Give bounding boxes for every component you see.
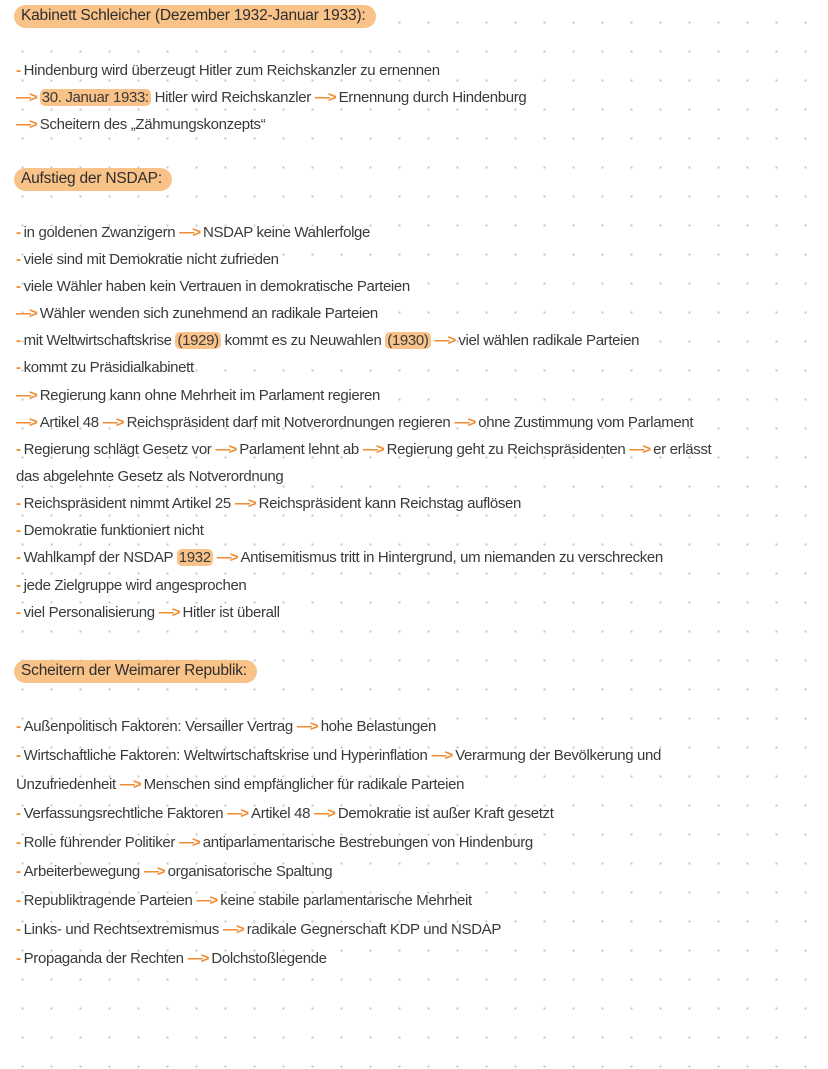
note-line: - Regierung schlägt Gesetz vor—> Parlament lehnt ab—> Regierung geht zu Reichspräsidenten—> er erlässt	[16, 440, 711, 460]
heading-kabinett-schleicher: Kabinett Schleicher (Dezember 1932-Januar 1933):	[14, 5, 376, 28]
arrow-icon	[16, 387, 36, 404]
note-line: - viele sind mit Demokratie nicht zufrieden	[16, 251, 279, 268]
arrow-icon	[217, 549, 237, 566]
arrow-icon	[16, 414, 36, 431]
note-line: Unzufriedenheit—> Menschen sind empfänglicher für radikale Parteien	[16, 775, 464, 795]
arrow-icon	[629, 441, 649, 458]
arrow-icon	[235, 495, 255, 512]
arrow-icon	[103, 414, 123, 431]
note-line: - viel Personalisierung—> Hitler ist überall	[16, 603, 280, 623]
arrow-icon	[431, 747, 451, 764]
arrow-icon	[16, 89, 36, 106]
note-line: - Verfassungsrechtliche Faktoren—> Artikel 48—> Demokratie ist außer Kraft gesetzt	[16, 804, 554, 824]
note-line: - Republiktragende Parteien—> keine stabile parlamentarische Mehrheit	[16, 891, 472, 911]
note-line: - Außenpolitisch Faktoren: Versailler Vertrag—> hohe Belastungen	[16, 717, 436, 737]
note-line: - Wirtschaftliche Faktoren: Weltwirtschaftskrise und Hyperinflation—> Verarmung der Bevölkerung und	[16, 746, 661, 766]
note-line: —> Artikel 48—> Reichspräsident darf mit Notverordnungen regieren—> ohne Zustimmung vom Parlament	[16, 413, 693, 433]
note-line: - jede Zielgruppe wird angesprochen	[16, 577, 247, 594]
note-line: —> Wähler wenden sich zunehmend an radikale Parteien	[16, 304, 378, 324]
date-highlight: 30. Januar 1933:	[41, 89, 149, 106]
arrow-icon	[120, 776, 140, 793]
note-line: - Wahlkampf der NSDAP 1932—> Antisemitismus tritt in Hintergrund, um niemanden zu verschrecken	[16, 548, 663, 568]
note-line: —> Regierung kann ohne Mehrheit im Parlament regieren	[16, 386, 380, 406]
note-line: - Links- und Rechtsextremismus—> radikale Gegnerschaft KDP und NSDAP	[16, 920, 501, 940]
arrow-icon	[179, 834, 199, 851]
note-line: - Reichspräsident nimmt Artikel 25—> Reichspräsident kann Reichstag auflösen	[16, 494, 521, 514]
note-line: - Hindenburg wird überzeugt Hitler zum Reichskanzler zu ernennen	[16, 62, 440, 79]
arrow-icon	[297, 718, 317, 735]
note-line: - mit Weltwirtschaftskrise (1929) kommt es zu Neuwahlen (1930)—> viel wählen radikale Parteien	[16, 331, 639, 351]
arrow-icon	[315, 89, 335, 106]
note-line: - Propaganda der Rechten—> Dolchstoßlegende	[16, 949, 327, 969]
arrow-icon	[159, 604, 179, 621]
year-highlight: (1929)	[177, 332, 219, 349]
arrow-icon	[188, 950, 208, 967]
note-line: - Rolle führender Politiker—> antiparlamentarische Bestrebungen von Hindenburg	[16, 833, 533, 853]
arrow-icon	[179, 224, 199, 241]
arrow-icon	[16, 116, 36, 133]
arrow-icon	[227, 805, 247, 822]
arrow-icon	[16, 305, 36, 322]
arrow-icon	[363, 441, 383, 458]
arrow-icon	[223, 921, 243, 938]
heading-aufstieg-nsdap: Aufstieg der NSDAP:	[14, 168, 172, 191]
year-highlight: (1930)	[387, 332, 429, 349]
arrow-icon	[454, 414, 474, 431]
note-line: - Arbeiterbewegung—> organisatorische Spaltung	[16, 862, 332, 882]
note-line: - kommt zu Präsidialkabinett	[16, 359, 194, 376]
arrow-icon	[314, 805, 334, 822]
arrow-icon	[197, 892, 217, 909]
note-line: —> Scheitern des „Zähmungskonzepts“	[16, 115, 265, 135]
arrow-icon	[435, 332, 455, 349]
note-line: das abgelehnte Gesetz als Notverordnung	[16, 468, 284, 485]
heading-scheitern-weimarer-republik: Scheitern der Weimarer Republik:	[14, 660, 257, 683]
year-highlight: 1932	[178, 549, 211, 566]
note-line: —> 30. Januar 1933: Hitler wird Reichskanzler—> Ernennung durch Hindenburg	[16, 88, 526, 108]
note-line: - in goldenen Zwanzigern—> NSDAP keine Wahlerfolge	[16, 223, 370, 243]
note-line: - viele Wähler haben kein Vertrauen in demokratische Parteien	[16, 278, 410, 295]
note-line: - Demokratie funktioniert nicht	[16, 522, 204, 539]
arrow-icon	[144, 863, 164, 880]
arrow-icon	[215, 441, 235, 458]
